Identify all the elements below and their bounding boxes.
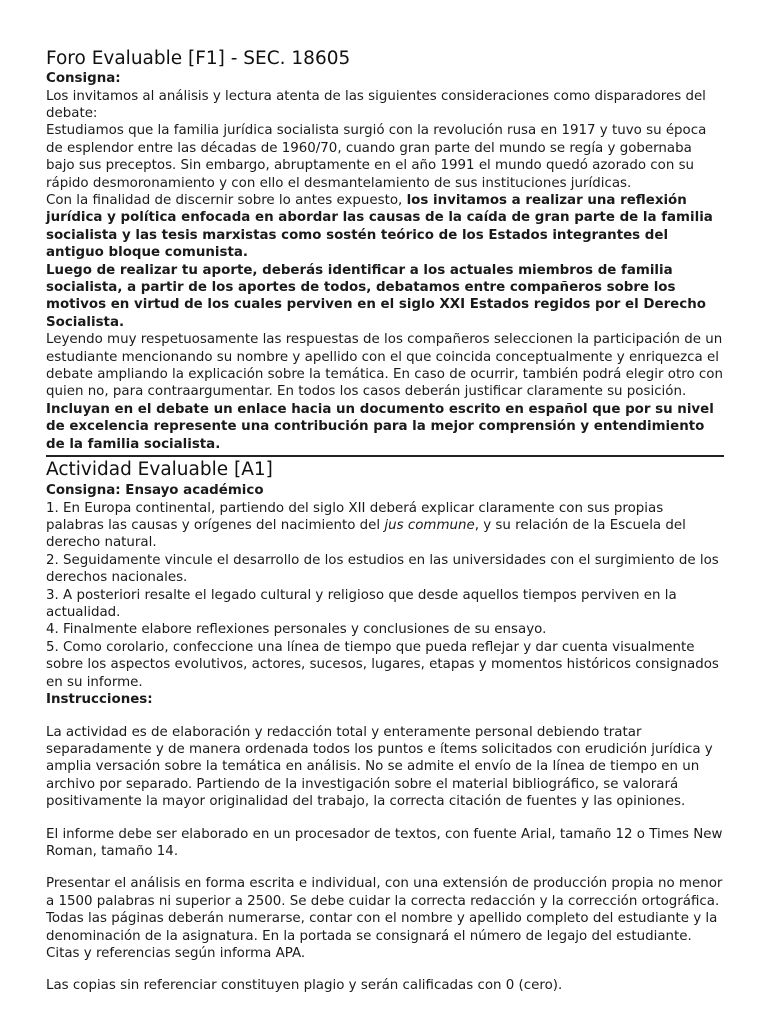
actividad-item-1 <box>46 500 724 552</box>
actividad-section <box>46 458 724 995</box>
foro-paragraph-2-lead: Con la finalidad de discernir sobre lo antes expuesto, <box>46 192 407 208</box>
actividad-item-4: 4. Finalmente elabore reflexiones personales y conclusiones de su ensayo. <box>46 622 547 638</box>
foro-intro: Los invitamos al análisis y lectura atenta de las siguientes consideraciones como disparadores del debate: <box>46 88 706 121</box>
actividad-item-1-term: jus commune <box>384 517 475 533</box>
actividad-item-1-lead: 1. En Europa continental, partiendo del siglo XII deberá explicar claramente con sus propias palabras las causas y orígenes del nacimiento del <box>46 500 664 533</box>
document-page <box>46 48 724 995</box>
actividad-consigna-label: Consigna: Ensayo académico <box>46 483 264 499</box>
foro-paragraph-2 <box>46 192 724 262</box>
instrucciones-paragraph-1: La actividad es de elaboración y redacción total y enteramente personal debiendo tratar separadamente y de manera ordenada todos los puntos e ítems solicitados con erudición jurídica y amplia versación sobre la temática en análisis. No se admite el envío de la línea de tiempo en un archivo por separado. Partiendo de la investigación sobre el material bibliográfico, se valorará positivamente la mayor originalidad del trabajo, la correcta citación de fuentes y las opiniones. <box>46 724 713 810</box>
instrucciones-paragraph-2: El informe debe ser elaborado en un procesador de textos, con fuente Arial, tamaño 12 o Times New Roman, tamaño 14. <box>46 826 723 859</box>
foro-paragraph-5: Incluyan en el debate un enlace hacia un documento escrito en español que por su nivel de excelencia represente una contribución para la mejor comprensión y entendimiento de la familia socialista. <box>46 401 714 452</box>
foro-paragraph-1: Estudiamos que la familia jurídica socialista surgió con la revolución rusa en 1917 y tuvo su época de esplendor entre las décadas de 1960/70, cuando gran parte del mundo se regía y gobernaba bajo sus preceptos. Sin embargo, abruptamente en el año 1991 el mundo quedó azorado con su rápido desmoronamiento y con ello el desmantelamiento de sus instituciones jurídicas. <box>46 123 707 191</box>
instrucciones-paragraph-3: Presentar el análisis en forma escrita e individual, con una extensión de producción propia no menor a 1500 palabras ni superior a 2500. Se debe cuidar la correcta redacción y la corrección ortográfica. Todas las páginas deberán numerarse, contar con el nombre y apellido completo del estudiante y la denominación de la asignatura. En la portada se consignará el número de legajo del estudiante. Citas y referencias según informa APA. <box>46 876 723 961</box>
instrucciones-paragraph-4: Las copias sin referenciar constituyen plagio y serán calificadas con 0 (cero). <box>46 978 563 994</box>
actividad-item-1-tail: , y su relación de la Escuela del derecho natural. <box>46 517 686 551</box>
actividad-item-2: 2. Seguidamente vincule el desarrollo de los estudios en las universidades con el surgimiento de los derechos nacionales. <box>46 552 719 586</box>
foro-section <box>46 48 724 453</box>
instrucciones-label: Instrucciones: <box>46 692 153 707</box>
foro-paragraph-3: Luego de realizar tu aporte, deberás identificar a los actuales miembros de familia socialista, a partir de los aportes de todos, debatamos entre compañeros sobre los motivos en virtud de los cuales perviven en el siglo XXI Estados regidos por el Derecho Socialista. <box>46 262 706 330</box>
section-divider <box>46 455 724 457</box>
actividad-item-5: 5. Como corolario, confeccione una línea de tiempo que pueda reflejar y dar cuenta visualmente sobre los aspectos evolutivos, actores, sucesos, lugares, etapas y momentos históricos consignados en su informe. <box>46 639 719 690</box>
foro-consigna-label: Consigna: <box>46 71 121 86</box>
actividad-title: Actividad Evaluable [A1] <box>46 459 273 481</box>
foro-paragraph-4: Leyendo muy respetuosamente las respuestas de los compañeros seleccionen la participación de un estudiante mencionando su nombre y apellido con el que coincida conceptualmente y enriquezca el debate ampliando la explicación sobre la temática. En caso de ocurrir, también podrá elegir otro con quien no, para contraargumentar. En todos los casos deberán justificar claramente su posición. <box>46 332 723 400</box>
actividad-item-3: 3. A posteriori resalte el legado cultural y religioso que desde aquellos tiempos perviven en la actualidad. <box>46 587 677 620</box>
foro-title: Foro Evaluable [F1] - SEC. 18605 <box>46 48 351 69</box>
foro-paragraph-2-emphasis: los invitamos a realizar una reflexión jurídica y política enfocada en abordar las causas de la caída de gran parte de la familia socialista y las tesis marxistas como sostén teórico de los Estados integrantes del antiguo bloque comunista. <box>46 192 713 261</box>
